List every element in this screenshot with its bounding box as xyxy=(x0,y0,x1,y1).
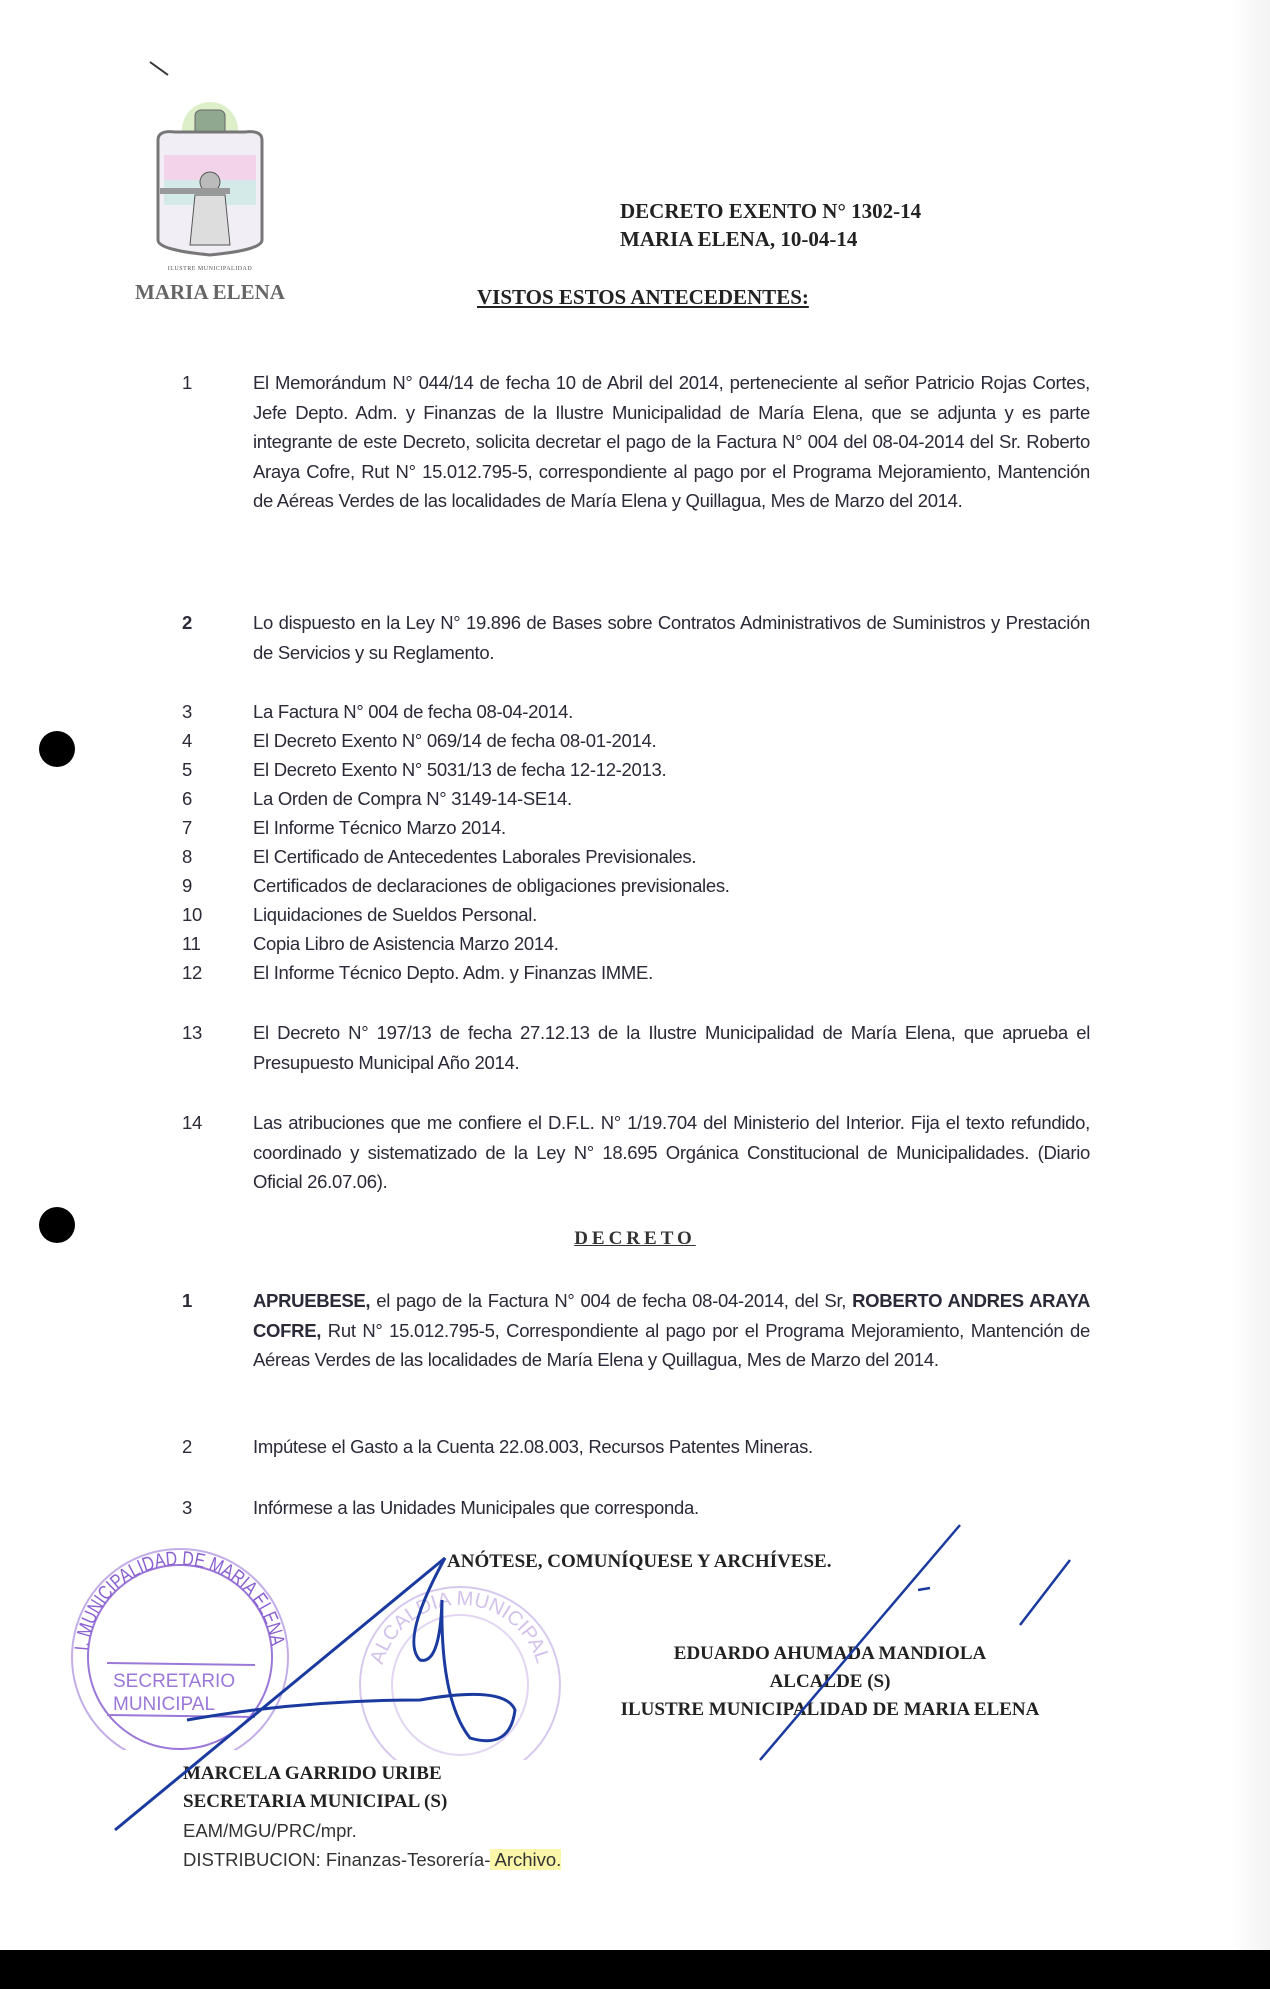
stamp-center-text: MUNICIPAL xyxy=(113,1694,216,1715)
item-text: El Decreto Exento N° 069/14 de fecha 08-01-2014. xyxy=(253,730,657,751)
decree-item xyxy=(170,1286,1090,1375)
item-number: 2 xyxy=(182,1436,192,1457)
item-number: 2 xyxy=(182,612,192,633)
distribution-label: DISTRIBUCION: Finanzas-Tesorería- xyxy=(183,1849,491,1870)
svg-text:ALCALDIA MUNICIPAL xyxy=(366,1588,553,1667)
item-number: 11 xyxy=(182,933,201,954)
vistos-title: VISTOS ESTOS ANTECEDENTES: xyxy=(477,285,809,309)
item-number: 4 xyxy=(182,730,192,751)
logo-subtitle: ILUSTRE MUNICIPALIDAD xyxy=(167,266,253,272)
item-text: El Memorándum N° 044/14 de fecha 10 de Abril del 2014, perteneciente al señor Patricio Rojas Cortes, Jefe Depto. Adm. y Finanzas de la Ilustre Municipalidad de María Elena, que se adjunta y es parte integrante de este Decreto, solicita decretar el pago de la Factura N° 004 del 08-04-2014 del Sr. Roberto Araya Cofre, Rut N° 15.012.795-5, correspondiente al pago por el Programa Mejoramiento, Mantención de Aéreas Verdes de las localidades de María Elena y Quillagua, Mes de Marzo del 2014. xyxy=(253,372,1090,511)
item-text: Copia Libro de Asistencia Marzo 2014. xyxy=(253,933,559,954)
item-text: El Certificado de Antecedentes Laborales Previsionales. xyxy=(253,846,697,867)
item-number: 10 xyxy=(182,904,202,925)
item-number: 6 xyxy=(182,788,192,809)
item-text: Infórmese a las Unidades Municipales que corresponda. xyxy=(253,1497,699,1518)
item-text: Las atribuciones que me confiere el D.F.L. N° 1/19.704 del Ministerio del Interior. Fija el texto refundido, coordinado y sistematizado de la Ley N° 18.695 Orgánica Constitucional de Municipalidades. (Diario Oficial 26.07.06). xyxy=(253,1112,1090,1192)
secretary-stamp xyxy=(65,1545,295,1750)
item-number: 13 xyxy=(182,1022,202,1043)
item-text: La Factura N° 004 de fecha 08-04-2014. xyxy=(253,701,573,722)
decree-item xyxy=(170,1432,1090,1462)
item-number: 12 xyxy=(182,962,202,983)
item-text: El Decreto Exento N° 5031/13 de fecha 12-12-2013. xyxy=(253,759,667,780)
mayor-title: ALCALDE (S) xyxy=(769,1671,891,1692)
place-date: MARIA ELENA, 10-04-14 xyxy=(620,227,858,251)
item-number: 8 xyxy=(182,846,192,867)
item-text: Certificados de declaraciones de obligaciones previsionales. xyxy=(253,875,730,896)
payee-name: ROBERTO ANDRES ARAYA COFRE, xyxy=(253,1290,1090,1341)
svg-text:I. MUNICIPALIDAD DE MARIA ELEN xyxy=(71,1548,288,1652)
item-number: 5 xyxy=(182,759,192,780)
distribution-highlight: Archivo. xyxy=(490,1849,562,1870)
item-text: El Informe Técnico Marzo 2014. xyxy=(253,817,506,838)
item-text-part: el pago de la Factura N° 004 de fecha 08-04-2014, del Sr, xyxy=(370,1290,853,1311)
stamp-center-text: SECRETARIO xyxy=(113,1671,236,1692)
item-number: 3 xyxy=(182,1497,192,1518)
item-number: 7 xyxy=(182,817,192,838)
list-item xyxy=(170,368,1090,516)
mayor-organization: ILUSTRE MUNICIPALIDAD DE MARIA ELENA xyxy=(620,1699,1040,1720)
list-item xyxy=(170,755,1090,785)
item-text-part: Rut N° 15.012.795-5, Correspondiente al pago por el Programa Mejoramiento, Mantención de Aéreas Verdes de las localidades de María Elena y Quillagua, Mes de Marzo del 2014. xyxy=(253,1319,1090,1370)
item-number: 14 xyxy=(182,1112,202,1133)
distribution xyxy=(183,1848,561,1872)
item-number: 1 xyxy=(182,1290,192,1311)
list-item xyxy=(170,813,1090,843)
mayor-stamp xyxy=(355,1585,565,1760)
list-item xyxy=(170,1018,1090,1077)
list-item xyxy=(170,900,1090,930)
list-item xyxy=(170,608,1090,667)
item-text: La Orden de Compra N° 3149-14-SE14. xyxy=(253,788,572,809)
list-item xyxy=(170,726,1090,756)
punch-hole xyxy=(39,731,75,767)
mayor-name: EDUARDO AHUMADA MANDIOLA xyxy=(673,1643,987,1664)
item-text: El Informe Técnico Depto. Adm. y Finanzas IMME. xyxy=(253,962,653,983)
decreto-title: DECRETO xyxy=(574,1228,696,1249)
decree-item xyxy=(170,1493,1090,1523)
list-item xyxy=(170,842,1090,872)
scan-edge xyxy=(1230,0,1270,1950)
municipal-crest-logo xyxy=(150,100,270,260)
item-text: Liquidaciones de Sueldos Personal. xyxy=(253,904,537,925)
item-text: Impútese el Gasto a la Cuenta 22.08.003, Recursos Patentes Mineras. xyxy=(253,1436,813,1457)
list-item xyxy=(170,697,1090,727)
list-item xyxy=(170,958,1090,988)
scan-border xyxy=(0,1950,1270,1989)
list-item xyxy=(170,929,1090,959)
secretary-title: SECRETARIA MUNICIPAL (S) xyxy=(183,1791,448,1812)
closing-formula: ANÓTESE, COMUNÍQUESE Y ARCHÍVESE. xyxy=(447,1551,832,1572)
secretary-name: MARCELA GARRIDO URIBE xyxy=(183,1763,442,1784)
approve-label: APRUEBESE, xyxy=(253,1290,371,1311)
item-text: El Decreto N° 197/13 de fecha 27.12.13 de la Ilustre Municipalidad de María Elena, que aprueba el Presupuesto Municipal Año 2014. xyxy=(253,1022,1090,1073)
logo-name: MARIA ELENA xyxy=(135,280,285,304)
stamp-ring-text: ALCALDIA MUNICIPAL xyxy=(366,1587,554,1667)
item-number: 9 xyxy=(182,875,192,896)
stamp-ring-text: I. MUNICIPALIDAD DE MARIA ELENA xyxy=(71,1547,289,1652)
item-number: 3 xyxy=(182,701,192,722)
decree-number: DECRETO EXENTO N° 1302-14 xyxy=(620,199,922,223)
item-number: 1 xyxy=(182,372,192,393)
initials: EAM/MGU/PRC/mpr. xyxy=(183,1820,357,1841)
list-item xyxy=(170,871,1090,901)
list-item xyxy=(170,1108,1090,1197)
item-text: Lo dispuesto en la Ley N° 19.896 de Bases sobre Contratos Administrativos de Suministros y Prestación de Servicios y su Reglamento. xyxy=(253,612,1090,663)
item-text xyxy=(253,1286,1090,1375)
list-item xyxy=(170,784,1090,814)
